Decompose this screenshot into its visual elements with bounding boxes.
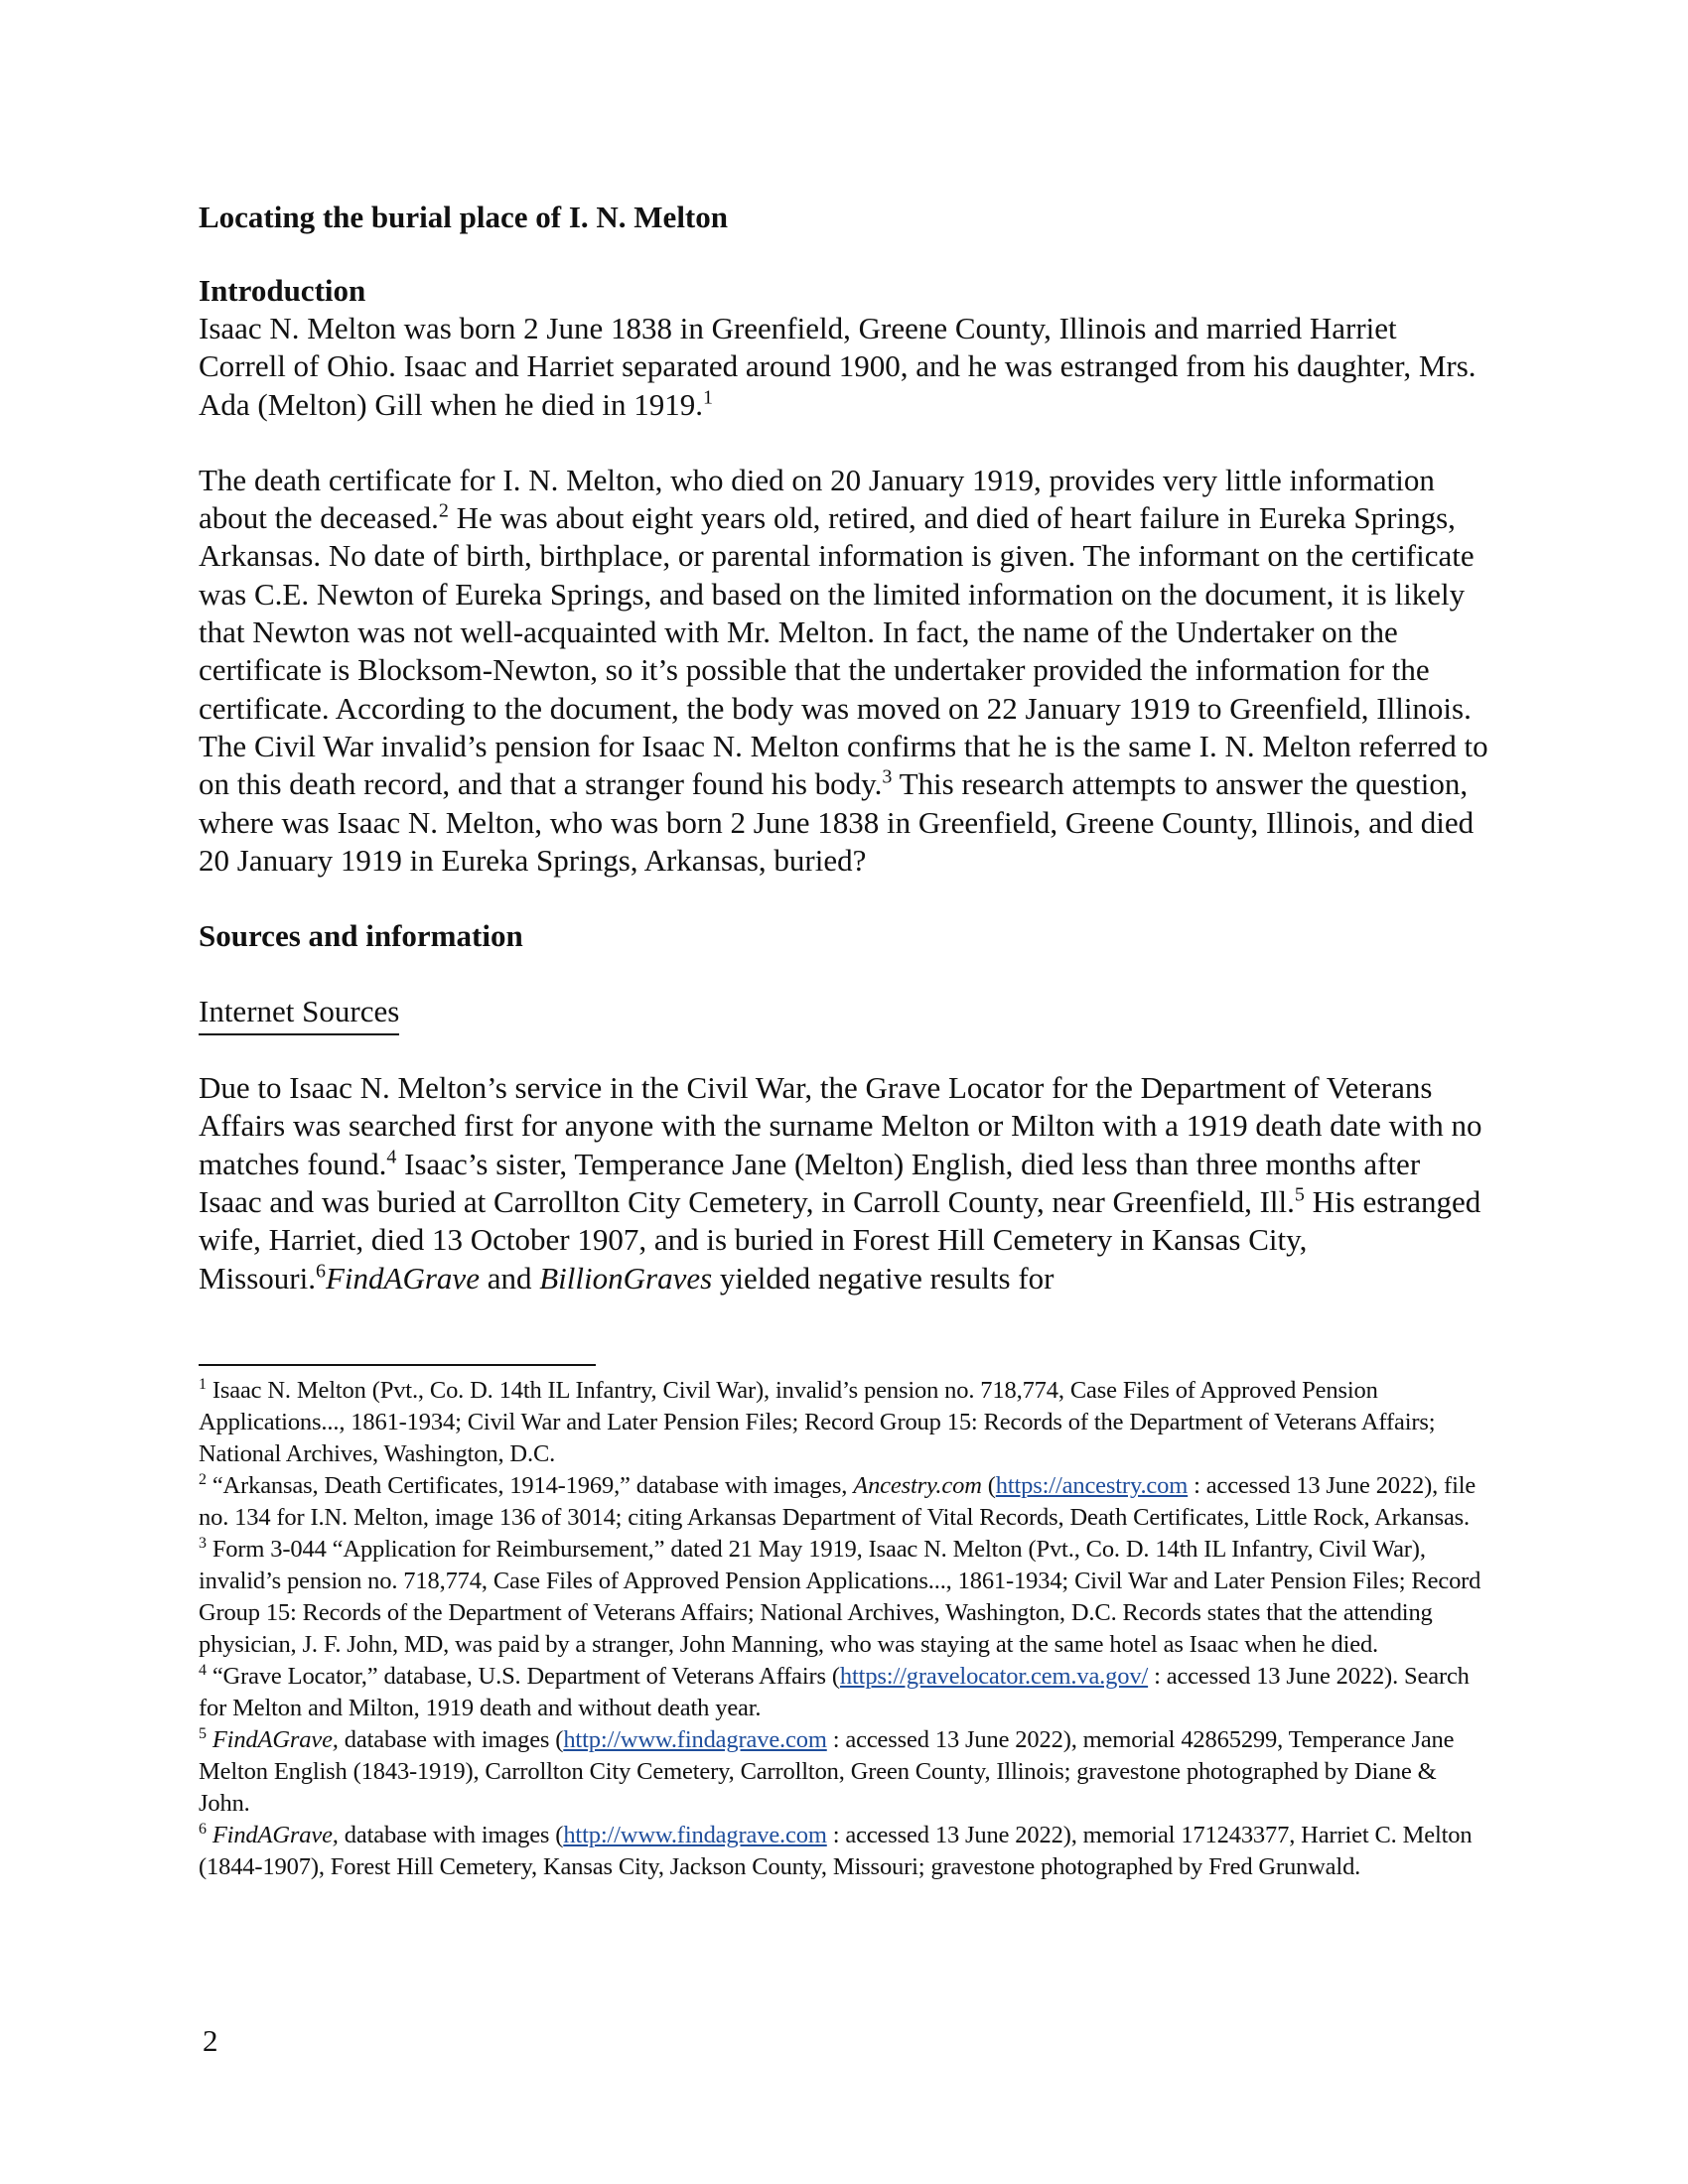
footnote-6: $^6$ FindAGrave, database with images (http://www.findagrave.com : accessed 13 June 2022), memorial 171243377, Harriet C. Melton (1844-1907), Forest Hill Cemetery, Kansas City, Jackson County, Missouri; gravestone photographed by Fred Grunwald. <box>199 1820 1473 1880</box>
sources-paragraph: Due to Isaac N. Melton’s service in the Civil War, the Grave Locator for the Department of Veterans Affairs was searched first for anyone with the surname Melton or Milton with a 1919 death date with no matches found.$^4$ Isaac’s sister, Temperance Jane (Melton) English, died less than three months after Isaac and was buried at Carrollton City Cemetery, in Carroll County, near Greenfield, Ill.$^5$ His estranged wife, Harriet, died 13 October 1907, and is buried in Forest Hill Cemetery in Kansas City, Missouri.$^6$FindAGrave and BillionGraves yielded negative results for <box>199 1070 1482 1296</box>
findagrave-link-1[interactable]: http://www.findagrave.com <box>563 1726 827 1753</box>
findagrave-link-2[interactable]: http://www.findagrave.com <box>563 1822 827 1848</box>
footnote-1: $^1$ Isaac N. Melton (Pvt., Co. D. 14th IL Infantry, Civil War), invalid’s pension no. 718,774, Case Files of Approved Pension Applications..., 1861-1934; Civil War and Later Pension Files; Record Group 15: Records of the Department of Veterans Affairs; National Archives, Washington, D.C. <box>199 1375 1436 1467</box>
footnote-ref-3[interactable]: 3 <box>882 765 893 788</box>
footnote-3: $^3$ Form 3-044 “Application for Reimbursement,” dated 21 May 1919, Isaac N. Melton (Pvt., Co. D. 14th IL Infantry, Civil War), invalid’s pension no. 718,774, Case Files of Approved Pension Applications..., 1861-1934; Civil War and Later Pension Files; Record Group 15: Records of the Department of Veterans Affairs; National Archives, Washington, D.C. Records states that the attending physician, J. F. John, MD, was paid by a stranger, John Manning, who was staying at the same hotel as Isaac when he died. <box>199 1534 1481 1658</box>
intro-paragraph-1: Isaac N. Melton was born 2 June 1838 in Greenfield, Greene County, Illinois and married Harriet Correll of Ohio. Isaac and Harriet separated around 1900, and he was estranged from his daughter, Mrs. Ada (Melton) Gill when he died in 1919.$^1$ <box>199 311 1477 422</box>
footnote-2: $^2$ “Arkansas, Death Certificates, 1914-1969,” database with images, Ancestry.com (https://ancestry.com : accessed 13 June 2022), file no. 134 for I.N. Melton, image 136 of 3014; citing Arkansas Department of Vital Records, Death Certificates, Little Rock, Arkansas. <box>199 1470 1477 1531</box>
footnote-ref-1[interactable]: 1 <box>702 386 713 409</box>
footnote-ref-2[interactable]: 2 <box>438 499 449 522</box>
footnotes <box>199 1375 1489 1883</box>
page-number: 2 <box>203 2023 218 2058</box>
internet-sources-subheading: Internet Sources <box>199 993 399 1035</box>
footnote-ref-4[interactable]: 4 <box>386 1146 397 1168</box>
footnote-ref-5[interactable]: 5 <box>1294 1183 1305 1206</box>
sources-heading: Sources and information <box>199 918 523 954</box>
document-title: Locating the burial place of I. N. Melton <box>199 200 728 234</box>
footnote-ref-6[interactable]: 6 <box>316 1260 326 1283</box>
footnote-5: $^5$ FindAGrave, database with images (http://www.findagrave.com : accessed 13 June 2022), memorial 42865299, Temperance Jane Melton English (1843-1919), Carrollton City Cemetery, Carrollton, Green County, Illinois; gravestone photographed by Diane & John. <box>199 1724 1455 1817</box>
gravelocator-link[interactable]: https://gravelocator.cem.va.gov/ <box>839 1663 1149 1690</box>
intro-paragraph-2: The death certificate for I. N. Melton, who died on 20 January 1919, provides very little information about the deceased.$^2$ He was about eight years old, retired, and died of heart failure in Eureka Springs, Arkansas. No date of birth, birthplace, or parental information is given. The informant on the certificate was C.E. Newton of Eureka Springs, and based on the limited information on the document, it is likely that Newton was not well-acquainted with Mr. Melton. In fact, the name of the Undertaker on the certificate is Blocksom-Newton, so it’s possible that the undertaker provided the information for the certificate. According to the document, the body was moved on 22 January 1919 to Greenfield, Illinois. The Civil War invalid’s pension for Isaac N. Melton confirms that he is the same I. N. Melton referred to on this death record, and that a stranger found his body.$^3$ This research attempts to answer the question, where was Isaac N. Melton, who was born 2 June 1838 in Greenfield, Greene County, Illinois, and died 20 January 1919 in Eureka Springs, Arkansas, buried? <box>199 462 1488 878</box>
document-body <box>199 197 1489 1297</box>
introduction-heading: Introduction <box>199 273 366 308</box>
footnote-separator <box>199 1364 596 1366</box>
footnote-4: $^4$ “Grave Locator,” database, U.S. Department of Veterans Affairs (https://gravelocator.cem.va.gov/ : accessed 13 June 2022). Search for Melton and Milton, 1919 death and without death year. <box>199 1661 1470 1721</box>
ancestry-link[interactable]: https://ancestry.com <box>995 1472 1189 1499</box>
